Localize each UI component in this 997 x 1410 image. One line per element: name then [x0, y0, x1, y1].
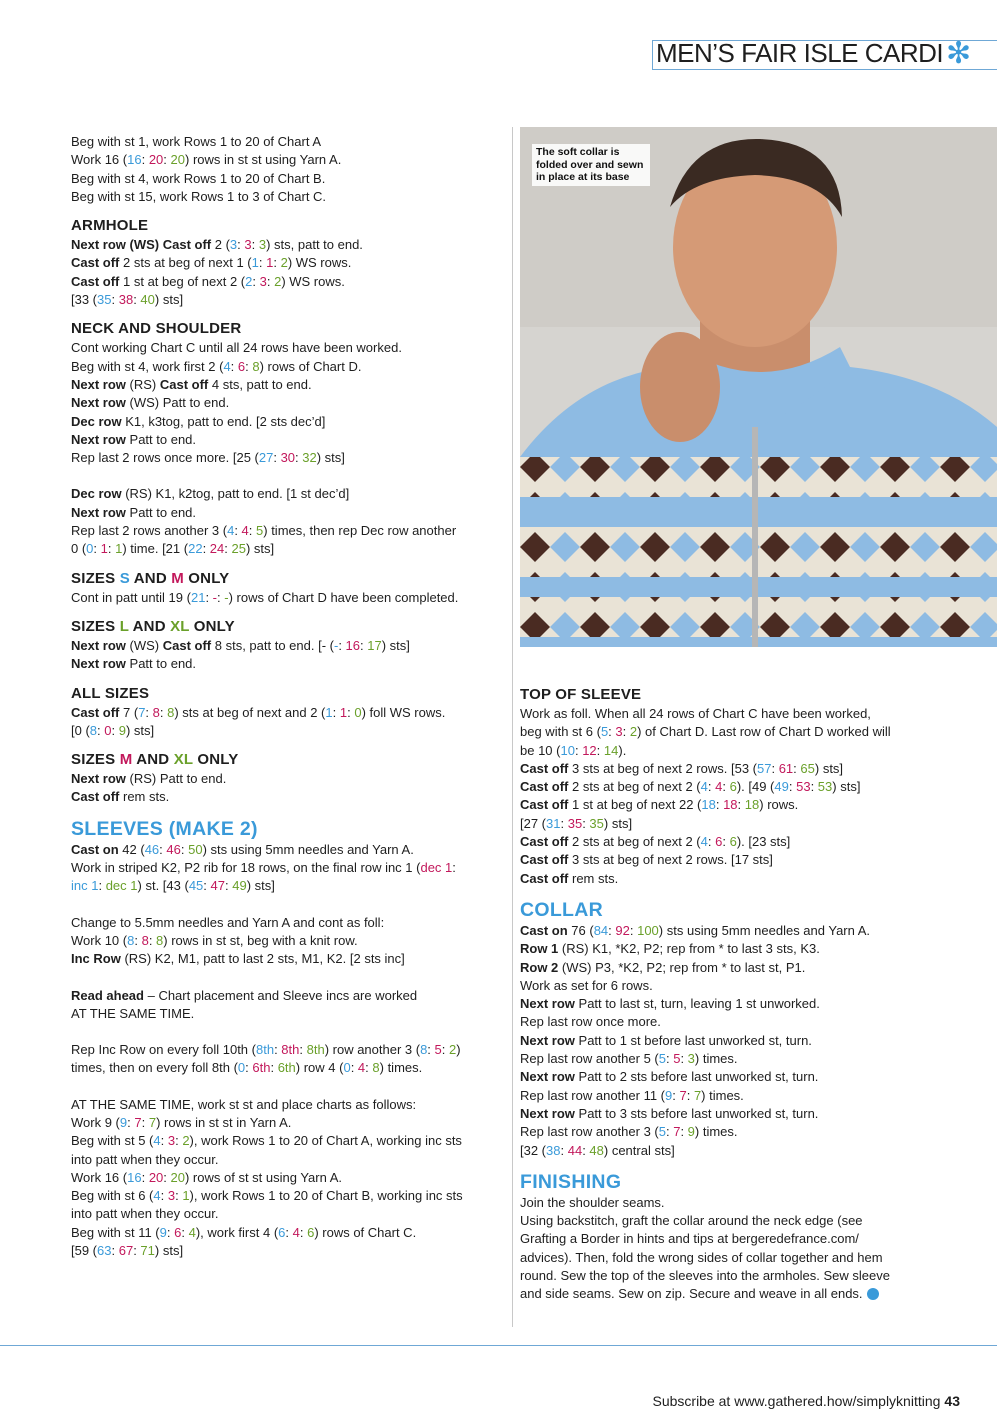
text-line: Rep last row another 5 (5: 5: 3) times.: [520, 1051, 738, 1067]
text-line: Cast off 1 st at beg of next 2 (2: 3: 2) WS rows.: [71, 273, 345, 289]
text-line: Work in striped K2, P2 rib for 18 rows, on the final row inc 1 (dec 1:: [71, 860, 456, 876]
text-line: Join the shoulder seams.: [520, 1194, 665, 1210]
text-line: Next row (RS) Cast off 4 sts, patt to end.: [71, 376, 312, 392]
text-line: Next row Patt to end.: [71, 504, 197, 520]
subscribe-link[interactable]: Subscribe at www.gathered.how/simplyknitting: [652, 1393, 941, 1409]
text-line: Dec row (RS) K1, k2tog, patt to end. [1 st dec’d]: [71, 486, 350, 502]
text-line: Work 9 (9: 7: 7) rows in st st in Yarn A.: [71, 1114, 292, 1130]
text-line: inc 1: dec 1) st. [43 (45: 47: 49) sts]: [71, 878, 275, 894]
text-line: into patt when they occur.: [71, 1151, 219, 1167]
section-heading: ARMHOLE: [71, 217, 149, 235]
text-line: advices). Then, fold the wrong sides of collar together and hem: [520, 1249, 883, 1265]
model-illustration: [520, 127, 997, 647]
text-line: Beg with st 11 (9: 6: 4), work first 4 (6: 4: 6) rows of Chart C.: [71, 1224, 417, 1240]
page-title: MEN’S FAIR ISLE CARDI: [656, 38, 944, 68]
page-number: 43: [944, 1393, 960, 1409]
text-line: Next row (WS) Patt to end.: [71, 395, 230, 411]
section-heading: SIZES S AND M ONLY: [71, 569, 230, 587]
text-line: Cast on 76 (84: 92: 100) sts using 5mm needles and Yarn A.: [520, 922, 871, 938]
text-line: round. Sew the top of the sleeves into the armholes. Sew sleeve: [520, 1268, 890, 1284]
text-line: Beg with st 6 (4: 3: 1), work Rows 1 to 20 of Chart B, working inc sts: [71, 1188, 463, 1204]
text-line: [59 (63: 67: 71) sts]: [71, 1243, 184, 1259]
text-line: Cast off 2 sts at beg of next 1 (1: 1: 2) WS rows.: [71, 255, 352, 271]
section-heading: ALL SIZES: [71, 684, 150, 702]
text-line: Work 10 (8: 8: 8) rows in st st, beg with a knit row.: [71, 932, 358, 948]
text-line: Beg with st 15, work Rows 1 to 3 of Chart C.: [71, 188, 327, 204]
text-line: beg with st 6 (5: 3: 2) of Chart D. Last row of Chart D worked will: [520, 724, 891, 740]
text-line: Next row Patt to 3 sts before last unworked st, turn.: [520, 1105, 819, 1121]
text-line: Rep last row once more.: [520, 1014, 661, 1030]
text-line: Beg with st 4, work Rows 1 to 20 of Chart B.: [71, 170, 326, 186]
text-line: Work as foll. When all 24 rows of Chart C have been worked,: [520, 706, 871, 721]
text-line: Cast off 7 (7: 8: 8) sts at beg of next and 2 (1: 1: 0) foll WS rows.: [71, 704, 446, 720]
text-line: Read ahead – Chart placement and Sleeve incs are worked: [71, 987, 418, 1003]
text-line: Cast off 1 st at beg of next 22 (18: 18: 18) rows.: [520, 797, 799, 813]
text-line: Inc Row (RS) K2, M1, patt to last 2 sts, M1, K2. [2 sts inc]: [71, 951, 405, 967]
footer-rule: [0, 1345, 997, 1346]
text-line: Cont working Chart C until all 24 rows have been worked.: [71, 340, 402, 356]
section-title: COLLAR: [520, 898, 604, 921]
text-line: Row 2 (WS) P3, *K2, P2; rep from * to last st, P1.: [520, 959, 806, 975]
text-line: 0 (0: 1: 1) time. [21 (22: 24: 25) sts]: [71, 541, 275, 557]
text-line: Cast off 3 sts at beg of next 2 rows. [17 sts]: [520, 852, 773, 868]
text-line: [27 (31: 35: 35) sts]: [520, 815, 633, 831]
text-line: [32 (38: 44: 48) central sts]: [520, 1142, 675, 1158]
text-line: Next row (WS) Cast off 8 sts, patt to end. [- (-: 16: 17) sts]: [71, 637, 410, 653]
text-line: Next row (RS) Patt to end.: [71, 771, 227, 787]
text-line: Row 1 (RS) K1, *K2, P2; rep from * to last 3 sts, K3.: [520, 941, 820, 957]
sweater-photo: [520, 127, 997, 647]
photo-caption: The soft collar is folded over and sewn in place at its base: [532, 144, 650, 186]
text-line: Cast on 42 (46: 46: 50) sts using 5mm needles and Yarn A.: [71, 841, 414, 857]
text-line: be 10 (10: 12: 14).: [520, 742, 627, 758]
right-column: [520, 685, 925, 1304]
text-line: Cast off rem sts.: [520, 870, 619, 886]
text-line: Cast off 2 sts at beg of next 2 (4: 4: 6). [49 (49: 53: 53) sts]: [520, 779, 861, 795]
text-line: Next row Patt to end.: [71, 431, 197, 447]
text-line: AT THE SAME TIME, work st st and place charts as follows:: [71, 1096, 417, 1112]
footer: [653, 1393, 961, 1409]
text-line: Next row Patt to last st, turn, leaving 1 st unworked.: [520, 996, 820, 1012]
section-heading: NECK AND SHOULDER: [71, 320, 242, 338]
text-line: Rep last row another 11 (9: 7: 7) times.: [520, 1087, 744, 1103]
text-line: Work 16 (16: 20: 20) rows of st st using Yarn A.: [71, 1169, 343, 1185]
text-line: Next row (WS) Cast off 2 (3: 3: 3) sts, patt to end.: [71, 237, 363, 253]
text-line: AT THE SAME TIME.: [71, 1005, 195, 1021]
text-line: Rep Inc Row on every foll 10th (8th: 8th: 8th) row another 3 (8: 5: 2): [71, 1042, 461, 1058]
text-line: Next row Patt to 1 st before last unworked st, turn.: [520, 1032, 812, 1048]
text-line: Next row Patt to end.: [71, 656, 197, 672]
text-line: Work 16 (16: 20: 20) rows in st st using Yarn A.: [71, 152, 342, 168]
section-heading: SIZES M AND XL ONLY: [71, 751, 239, 769]
text-line: Work as set for 6 rows.: [520, 977, 653, 993]
text-line: Dec row K1, k3tog, patt to end. [2 sts dec’d]: [71, 413, 326, 429]
text-line: times, then on every foll 8th (0: 6th: 6th) row 4 (0: 4: 8) times.: [71, 1060, 423, 1076]
text-line: Rep last row another 3 (5: 7: 9) times.: [520, 1124, 738, 1140]
text-line: Cast off 2 sts at beg of next 2 (4: 6: 6). [23 sts]: [520, 834, 791, 850]
text-line: Next row Patt to 2 sts before last unworked st, turn.: [520, 1069, 819, 1085]
left-column: [71, 133, 491, 1260]
text-line: Cont in patt until 19 (21: -: -) rows of Chart D have been completed.: [71, 589, 459, 605]
text-line: Cast off 3 sts at beg of next 2 rows. [53 (57: 61: 65) sts]: [520, 760, 844, 776]
text-line: [0 (8: 0: 9) sts]: [71, 722, 155, 738]
text-line: Beg with st 4, work first 2 (4: 6: 8) rows of Chart D.: [71, 358, 362, 374]
section-title: SLEEVES (MAKE 2): [71, 817, 258, 840]
yarn-ball-icon: [867, 1288, 879, 1300]
text-line: Using backstitch, graft the collar around the neck edge (see: [520, 1213, 863, 1229]
section-heading: SIZES L AND XL ONLY: [71, 617, 235, 635]
snowflake-icon: ✻: [946, 37, 972, 70]
section-heading: TOP OF SLEEVE: [520, 686, 642, 703]
text-line: Rep last 2 rows another 3 (4: 4: 5) times, then rep Dec row another: [71, 523, 457, 539]
text-line: Beg with st 1, work Rows 1 to 20 of Chart A: [71, 134, 322, 149]
text-line: into patt when they occur.: [71, 1206, 219, 1222]
text-line: Change to 5.5mm needles and Yarn A and cont as foll:: [71, 914, 385, 930]
text-line: Rep last 2 rows once more. [25 (27: 30: 32) sts]: [71, 450, 345, 466]
text-line: Grafting a Border in hints and tips at bergeredefrance.com/: [520, 1231, 859, 1247]
section-title: FINISHING: [520, 1170, 622, 1193]
column-divider: [512, 127, 513, 1327]
text-line: Cast off rem sts.: [71, 789, 170, 805]
text-line: Beg with st 5 (4: 3: 2), work Rows 1 to 20 of Chart A, working inc sts: [71, 1133, 462, 1149]
text-line: [33 (35: 38: 40) sts]: [71, 292, 184, 308]
text-line: and side seams. Sew on zip. Secure and weave in all ends.: [520, 1285, 925, 1303]
